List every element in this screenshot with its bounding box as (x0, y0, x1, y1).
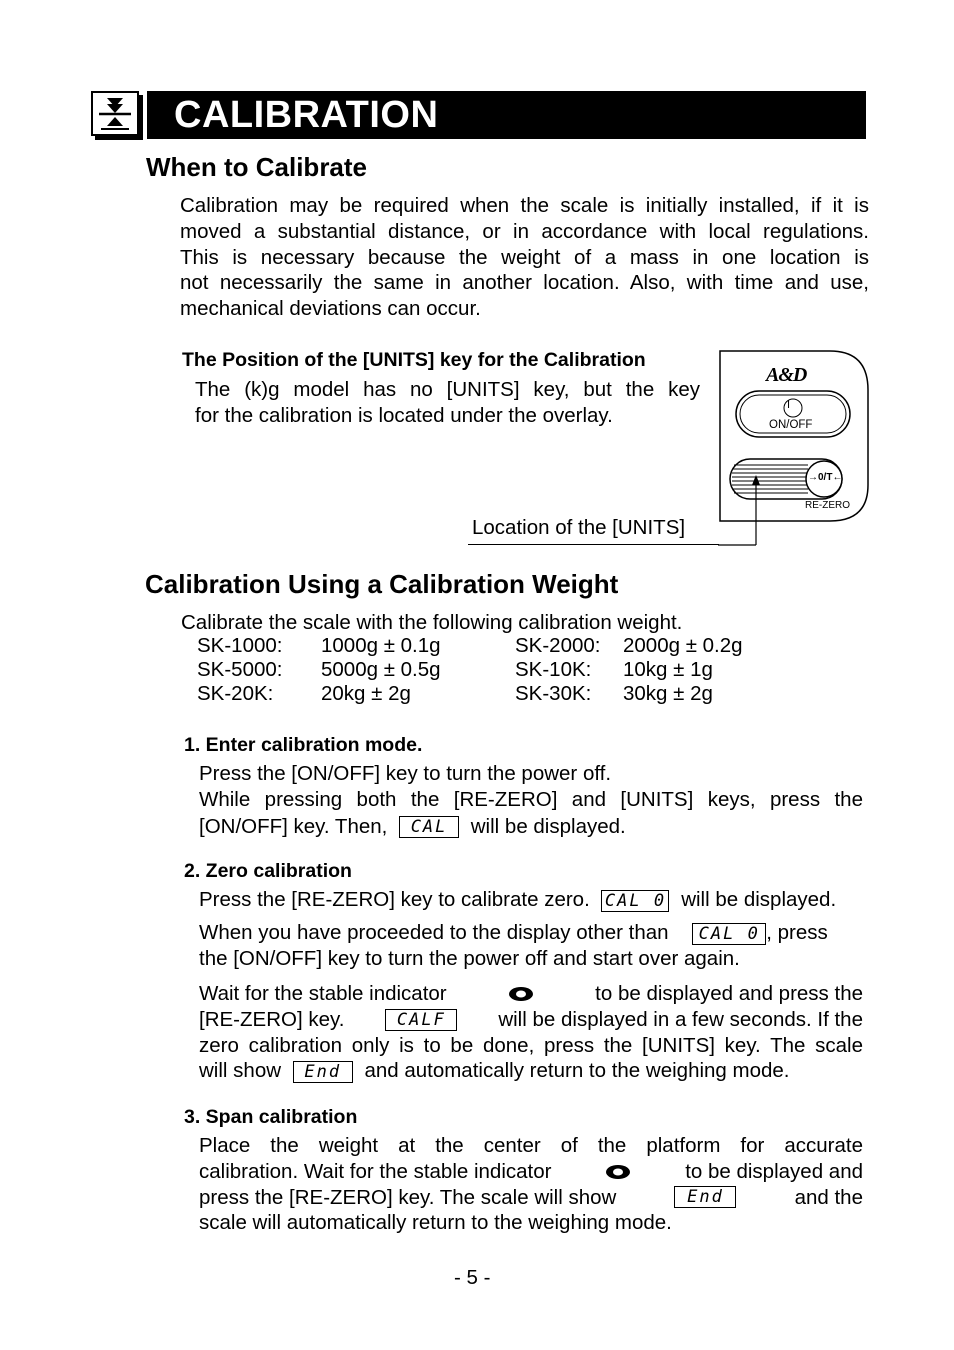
text-span: will show (199, 1059, 282, 1083)
step2-p2 (199, 920, 863, 972)
weight-cell: 2000g ± 0.2g (623, 634, 743, 657)
lcd-display-cal0: CAL 0 (692, 923, 766, 945)
when-to-calibrate-heading: When to Calibrate (146, 152, 368, 182)
model-cell: SK-5000: (197, 658, 283, 681)
lcd-display-calf: CALF (385, 1009, 457, 1031)
rezero-key-symbol: →0/T← (808, 472, 843, 483)
step2-p1 (199, 887, 863, 913)
text-span: to be displayed and press the (595, 982, 863, 1005)
step3-text (199, 1133, 863, 1236)
text-span: and the (794, 1185, 863, 1209)
table-row (197, 658, 743, 682)
paragraph-line: zero calibration only is to be done, press the [UNITS] key. The scale (199, 1033, 863, 1057)
text-span: will be displayed. (681, 888, 837, 911)
text-span: , press (766, 921, 828, 944)
lcd-display-end: End (293, 1061, 353, 1083)
onoff-key-label: ON/OFF (769, 419, 813, 431)
lcd-display-end: End (674, 1186, 736, 1208)
power-symbol-icon: I (787, 399, 791, 411)
paragraph-line (199, 1159, 863, 1185)
stable-indicator-icon (508, 986, 534, 1002)
text-span: [RE-ZERO] key. (199, 1007, 345, 1031)
text-span: and automatically return to the weighing mode. (364, 1059, 790, 1083)
rezero-key-label: RE-ZERO (805, 500, 850, 511)
step2-p3 (199, 981, 863, 1084)
paragraph-line: not necessarily the same in another location. Also, with time and use, (180, 271, 869, 295)
text-span: [ON/OFF] key. Then, (199, 814, 388, 838)
brand-logo: A&D (766, 364, 807, 386)
calibration-weight-table (197, 634, 743, 706)
weight-cell: 5000g ± 0.5g (321, 658, 441, 681)
text-span: will be displayed in a few seconds. If the (498, 1007, 863, 1031)
text-span: calibration. Wait for the stable indicator (199, 1159, 552, 1183)
paragraph-line (199, 1007, 863, 1033)
paragraph-line: scale will automatically return to the weighing mode. (199, 1211, 672, 1235)
model-cell: SK-30K: (515, 682, 592, 705)
calibration-icon (91, 91, 139, 136)
calibration-weight-heading: Calibration Using a Calibration Weight (145, 569, 619, 599)
weight-cell: 30kg ± 2g (623, 682, 713, 705)
paragraph-line: moved a substantial distance, or in accordance with local regulations. (180, 219, 869, 243)
step2-heading: 2. Zero calibration (184, 860, 352, 882)
callout-underline (468, 544, 719, 545)
text-span: Wait for the stable indicator (199, 982, 447, 1005)
units-location-callout: Location of the [UNITS] (472, 516, 686, 539)
page-number: - 5 - (454, 1266, 491, 1289)
paragraph-line: This is necessary because the weight of a mass in one location is (180, 245, 869, 269)
when-to-calibrate-text (180, 193, 869, 322)
paragraph-line (199, 981, 863, 1007)
model-cell: SK-1000: (197, 634, 283, 657)
calibration-weight-intro: Calibrate the scale with the following calibration weight. (181, 611, 683, 634)
paragraph-line: Calibration may be required when the scale is initially installed, if it is (180, 194, 869, 217)
weight-cell: 20kg ± 2g (321, 682, 411, 705)
step3-heading: 3. Span calibration (184, 1106, 358, 1128)
weight-cell: 10kg ± 1g (623, 658, 713, 681)
paragraph-line (199, 814, 863, 840)
paragraph-line: The (k)g model has no [UNITS] key, but the key (195, 378, 700, 401)
paragraph-line (199, 920, 863, 946)
weight-cell: 1000g ± 0.1g (321, 634, 441, 657)
paragraph-line: mechanical deviations can occur. (180, 297, 481, 321)
step1-heading: 1. Enter calibration mode. (184, 734, 423, 756)
text-span: press the [RE-ZERO] key. The scale will show (199, 1185, 617, 1209)
paragraph-line (199, 1058, 863, 1084)
units-key-text (195, 377, 700, 429)
paragraph-line: the [ON/OFF] key to turn the power off and start over again. (199, 946, 740, 970)
paragraph-line (199, 1185, 863, 1211)
text-span: will be displayed. (470, 814, 626, 838)
text-span: When you have proceeded to the display other than (199, 921, 669, 944)
table-row (197, 682, 743, 706)
paragraph-line: While pressing both the [RE-ZERO] and [UNITS] keys, press the (199, 787, 863, 811)
page-title: CALIBRATION (174, 94, 439, 136)
units-key-heading: The Position of the [UNITS] key for the Calibration (182, 349, 646, 371)
paragraph-line: Place the weight at the center of the platform for accurate (199, 1134, 863, 1157)
step1-text (199, 761, 863, 839)
table-row (197, 634, 743, 658)
model-cell: SK-10K: (515, 658, 592, 681)
paragraph-line: for the calibration is located under the overlay. (195, 403, 613, 427)
model-cell: SK-20K: (197, 682, 274, 705)
lcd-display-cal0: CAL 0 (601, 890, 669, 912)
paragraph-line: Press the [ON/OFF] key to turn the power off. (199, 762, 612, 785)
text-span: to be displayed and (685, 1159, 863, 1183)
model-cell: SK-2000: (515, 634, 601, 657)
stable-indicator-icon (605, 1164, 631, 1180)
lcd-display-cal: CAL (399, 816, 459, 838)
text-span: Press the [RE-ZERO] key to calibrate zero. (199, 888, 590, 911)
